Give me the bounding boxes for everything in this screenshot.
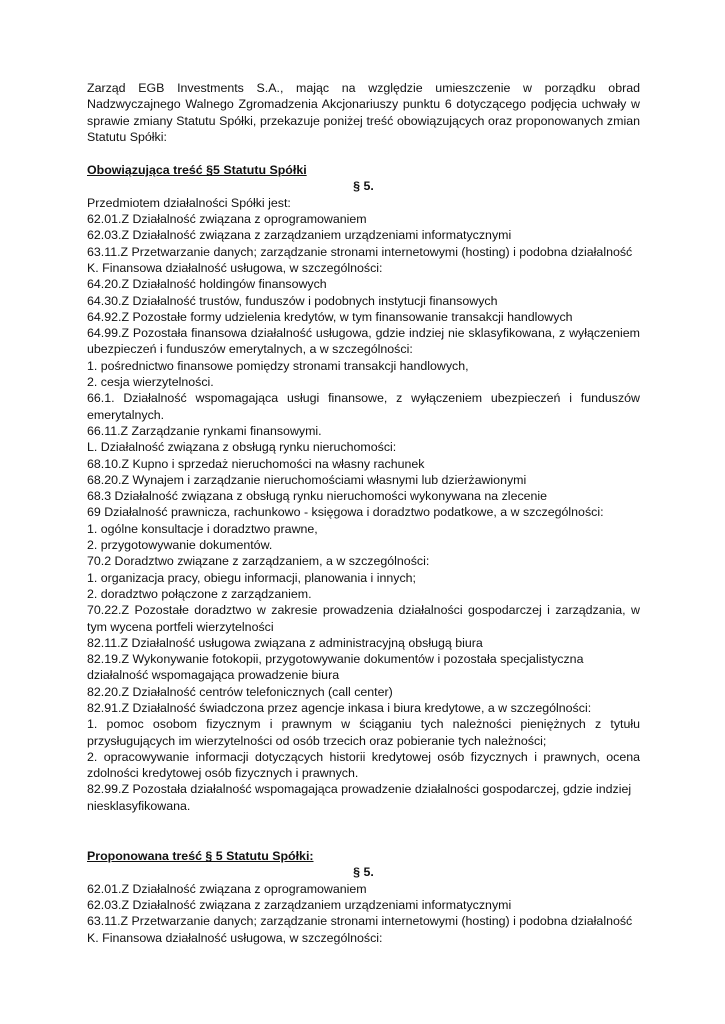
current-item: 66.1. Działalność wspomagająca usługi finansowe, z wyłączeniem ubezpieczeń i funduszów emerytalnych. <box>87 391 640 422</box>
current-item: 2. doradztwo połączone z zarządzaniem. <box>87 586 312 601</box>
current-item: 64.20.Z Działalność holdingów finansowych <box>87 277 327 292</box>
current-statute-heading: Obowiązująca treść §5 Statutu Spółki <box>87 163 307 178</box>
current-item: 64.99.Z Pozostała finansowa działalność usługowa, gdzie indziej nie sklasyfikowana, z wyłączeniem ubezpieczeń i funduszów emerytalnych, a w szczególności: <box>87 326 640 357</box>
current-item: 66.11.Z Zarządzanie rynkami finansowymi. <box>87 423 322 438</box>
current-section-number: § 5. <box>353 179 374 194</box>
current-item: 68.3 Działalność związana z obsługą rynku nieruchomości wykonywana na zlecenie <box>87 489 548 504</box>
current-item: 62.01.Z Działalność związana z oprogramowaniem <box>87 212 367 227</box>
proposed-item: 63.11.Z Przetwarzanie danych; zarządzanie stronami internetowymi (hosting) i podobna działalność <box>87 914 633 929</box>
current-item: 64.30.Z Działalność trustów, funduszów i podobnych instytucji finansowych <box>87 293 498 308</box>
proposed-item: 62.03.Z Działalność związana z zarządzaniem urządzeniami informatycznymi <box>87 897 512 912</box>
proposed-section-number: § 5. <box>353 865 374 880</box>
current-item: 1. pośrednictwo finansowe pomiędzy stronami transakcji handlowych, <box>87 358 469 373</box>
current-item: L. Działalność związana z obsługą rynku nieruchomości: <box>87 440 397 455</box>
current-item: 1. organizacja pracy, obiegu informacji, planowania i innych; <box>87 570 416 585</box>
current-item: 68.10.Z Kupno i sprzedaż nieruchomości na własny rachunek <box>87 456 425 471</box>
current-item: 70.2 Doradztwo związane z zarządzaniem, a w szczególności: <box>87 554 430 569</box>
current-item: 2. opracowywanie informacji dotyczących historii kredytowej osób fizycznych i prawnych, ocena zdolności kredytowej osób fizycznych i prawnych. <box>87 749 640 781</box>
current-item: K. Finansowa działalność usługowa, w szczególności: <box>87 260 383 275</box>
current-item: 2. przygotowywanie dokumentów. <box>87 538 273 553</box>
current-item: 70.22.Z Pozostałe doradztwo w zakresie prowadzenia działalności gospodarczej i zarządzania, w tym wycena portfeli wierzytelności <box>87 603 640 634</box>
current-item: 69 Działalność prawnicza, rachunkowo - księgowa i doradztwo podatkowe, a w szczególności: <box>87 505 604 520</box>
current-item: 82.19.Z Wykonywanie fotokopii, przygotowywanie dokumentów i pozostała specjalistyczna <box>87 652 584 667</box>
current-item: 62.03.Z Działalność związana z zarządzaniem urządzeniami informatycznymi <box>87 228 512 243</box>
intro-paragraph: Zarząd EGB Investments S.A., mając na względzie umieszczenie w porządku obrad Nadzwyczajnego Walnego Zgromadzenia Akcjonariuszy punktu 6 dotyczącego podjęcia uchwały w sprawie zmiany Statutu Spółki, przekazuje poniżej treść obowiązujących oraz proponowanych zmian Statutu Spółki: <box>87 81 640 144</box>
current-item: 68.20.Z Wynajem i zarządzanie nieruchomościami własnymi lub dzierżawionymi <box>87 472 527 487</box>
current-item: niesklasyfikowana. <box>87 798 191 813</box>
proposed-statute-heading: Proponowana treść § 5 Statutu Spółki: <box>87 849 314 864</box>
current-item: 82.99.Z Pozostała działalność wspomagająca prowadzenie działalności gospodarczej, gdzie indziej <box>87 782 632 797</box>
current-item: Przedmiotem działalności Spółki jest: <box>87 195 291 210</box>
current-item: działalność wspomagająca prowadzenie biura <box>87 668 340 683</box>
document-page <box>87 80 640 946</box>
current-item: 1. pomoc osobom fizycznym i prawnym w ściąganiu tych należności pieniężnych z tytułu przysługujących im wierzytelności od osób trzecich oraz pobieranie tych należności; <box>87 717 640 748</box>
current-item: 1. ogólne konsultacje i doradztwo prawne, <box>87 521 318 536</box>
proposed-item: K. Finansowa działalność usługowa, w szczególności: <box>87 930 383 945</box>
current-item: 2. cesja wierzytelności. <box>87 375 214 390</box>
spacer <box>87 145 640 162</box>
current-item: 82.91.Z Działalność świadczona przez agencje inkasa i biura kredytowe, a w szczególności: <box>87 700 592 715</box>
current-item: 63.11.Z Przetwarzanie danych; zarządzanie stronami internetowymi (hosting) i podobna działalność <box>87 244 633 259</box>
spacer <box>87 814 640 848</box>
proposed-item: 62.01.Z Działalność związana z oprogramowaniem <box>87 881 367 896</box>
current-item: 82.11.Z Działalność usługowa związana z administracyjną obsługą biura <box>87 635 483 650</box>
current-item: 64.92.Z Pozostałe formy udzielenia kredytów, w tym finansowanie transakcji handlowych <box>87 309 573 324</box>
current-item: 82.20.Z Działalność centrów telefonicznych (call center) <box>87 684 393 699</box>
